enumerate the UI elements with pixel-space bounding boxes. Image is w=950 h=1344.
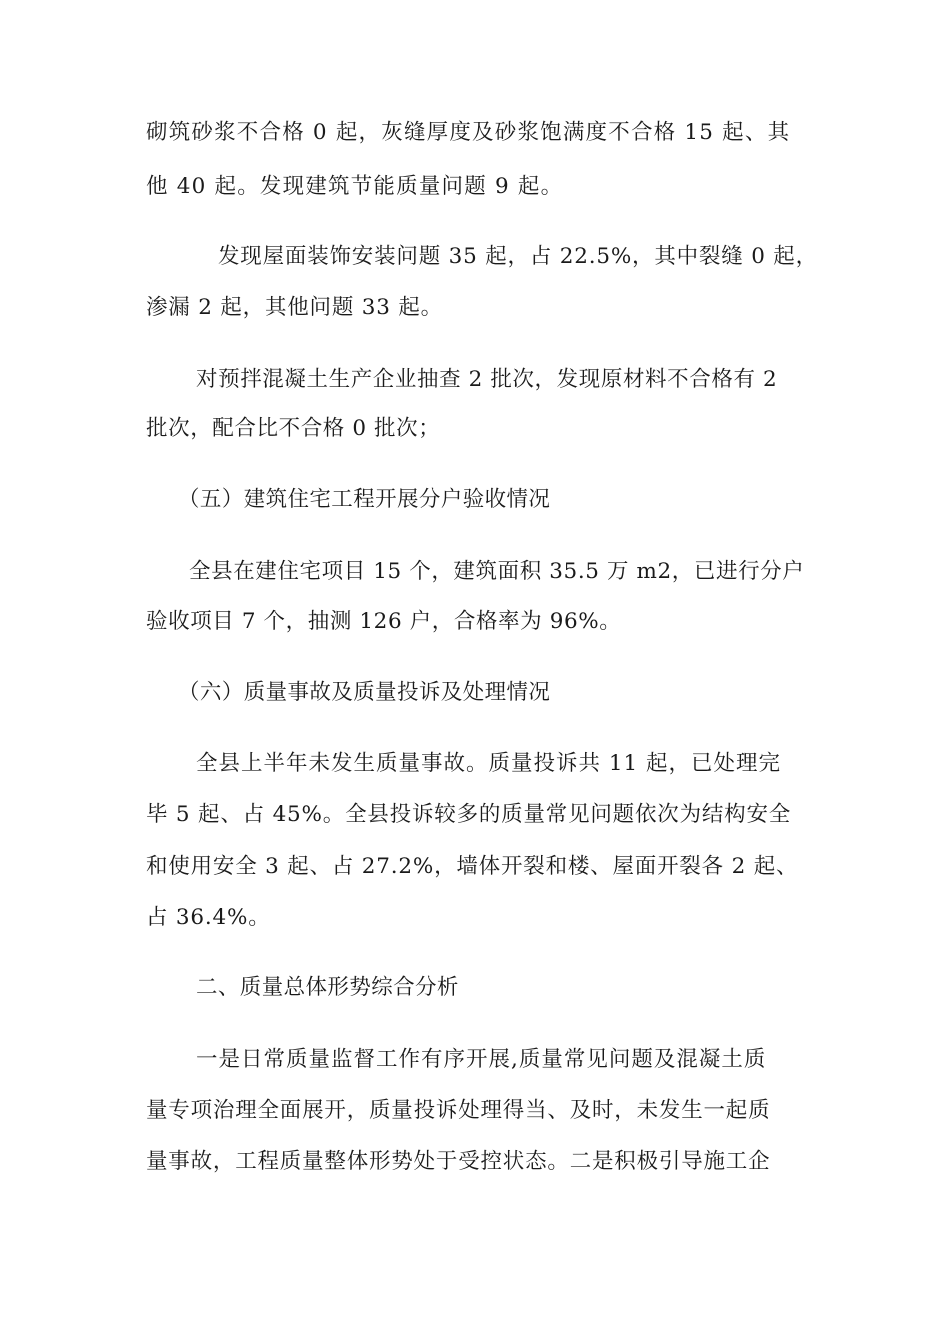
paragraph-line: 量专项治理全面展开，质量投诉处理得当、及时，未发生一起质 <box>146 1098 771 1123</box>
paragraph-line: 量事故，工程质量整体形势处于受控状态。二是积极引导施工企 <box>146 1149 771 1174</box>
paragraph-line: 一是日常质量监督工作有序开展,质量常见问题及混凝土质 <box>196 1047 767 1072</box>
paragraph-line: 批次，配合比不合格 0 批次； <box>146 416 441 441</box>
section-heading: （六）质量事故及质量投诉及处理情况 <box>178 680 551 705</box>
section-heading: 二、质量总体形势综合分析 <box>196 975 459 1000</box>
paragraph-line: 对预拌混凝土生产企业抽查 2 批次，发现原材料不合格有 2 <box>196 367 778 392</box>
paragraph-line: 全县上半年未发生质量事故。质量投诉共 11 起，已处理完 <box>196 751 782 776</box>
paragraph-line: 砌筑砂浆不合格 0 起，灰缝厚度及砂浆饱满度不合格 15 起、其 <box>146 120 791 145</box>
paragraph-line: 毕 5 起、占 45%。全县投诉较多的质量常见问题依次为结构安全 <box>146 802 792 827</box>
paragraph-line: 占 36.4%。 <box>146 905 271 930</box>
paragraph-line: 验收项目 7 个，抽测 126 户，合格率为 96%。 <box>146 609 622 634</box>
paragraph-line: 和使用安全 3 起、占 27.2%，墙体开裂和楼、屋面开裂各 2 起、 <box>146 854 799 879</box>
paragraph-line: 他 40 起。发现建筑节能质量问题 9 起。 <box>146 174 564 199</box>
paragraph-line: 全县在建住宅项目 15 个，建筑面积 35.5 万 m2，已进行分户 <box>189 559 805 584</box>
paragraph-line: 发现屋面装饰安装问题 35 起，占 22.5%，其中裂缝 0 起， <box>218 244 818 269</box>
paragraph-line: 渗漏 2 起，其他问题 33 起。 <box>146 295 443 320</box>
section-heading: （五）建筑住宅工程开展分户验收情况 <box>178 487 551 512</box>
